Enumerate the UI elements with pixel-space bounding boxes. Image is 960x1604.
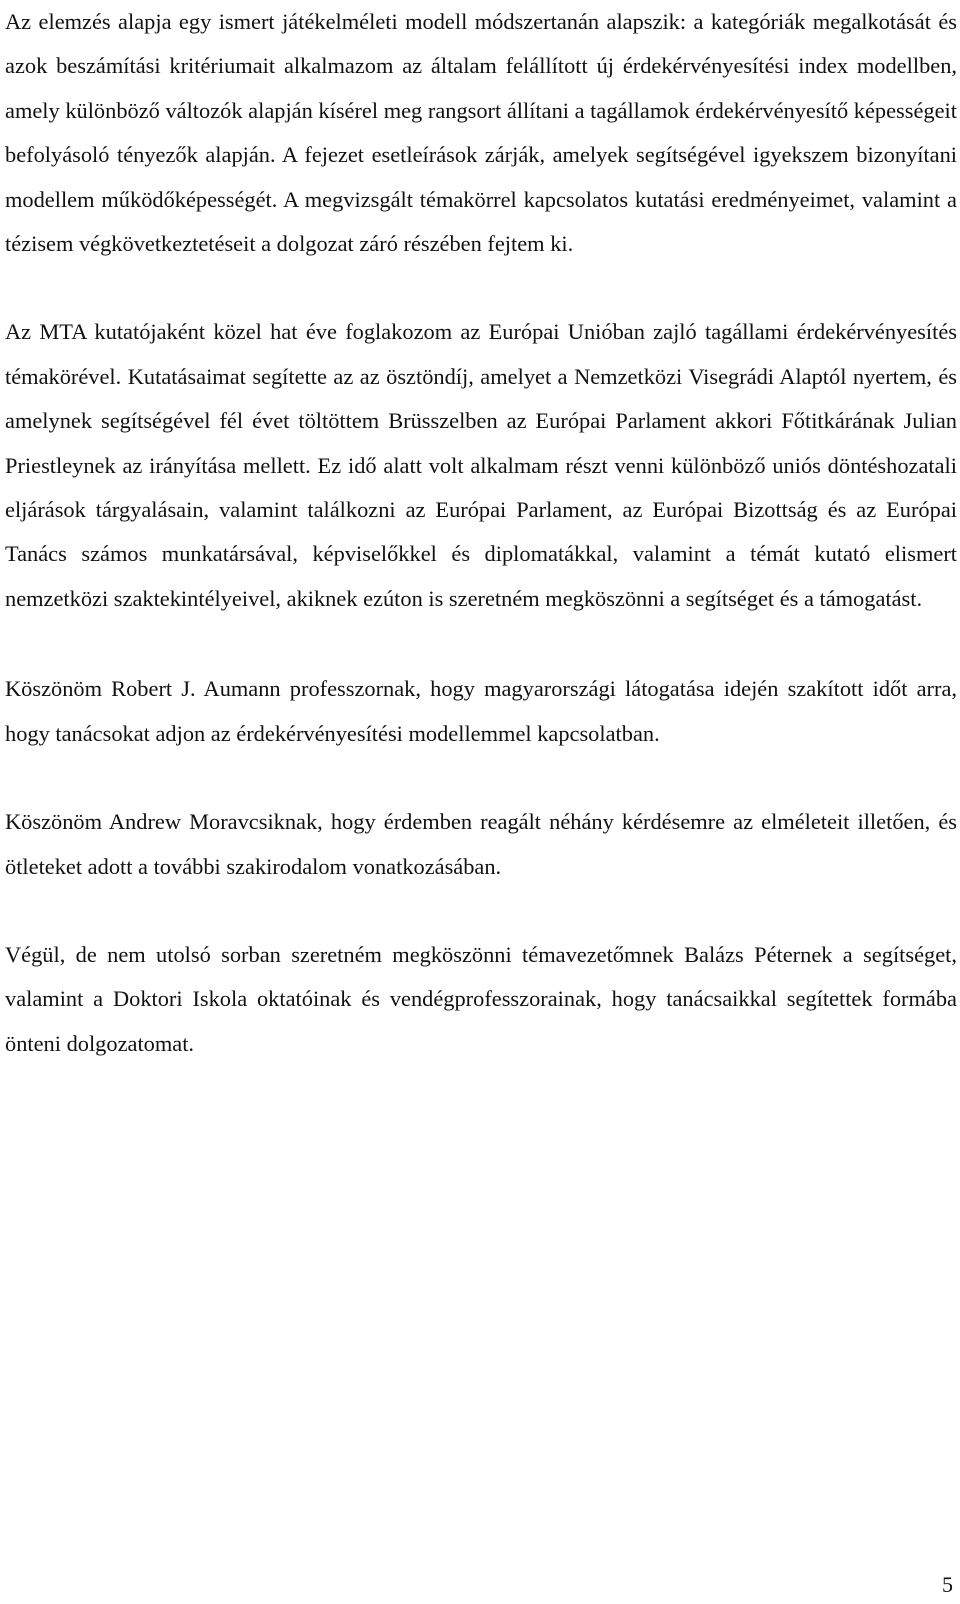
paragraph-research-background: Az MTA kutatójaként közel hat éve foglakozom az Európai Unióban zajló tagállami érdekérvényesítés témakörével. Kutatásaimat segítette az az ösztöndíj, amelyet a Nemzetközi Visegrádi Alaptól nyertem, és amelynek segítségével fél évet töltöttem Brüsszelben az Európai Parlament akkori Főtitkárának Julian Priestleynek az irányítása mellett. Ez idő alatt volt alkalmam részt venni különböző uniós döntéshozatali eljárások tárgyalásain, valamint találkozni az Európai Parlament, az Európai Bizottság és az Európai Tanács számos munkatársával, képviselőkkel és diplomatákkal, valamint a témát kutató elismert nemzetközi szaktekintélyeivel, akiknek ezúton is szeretném megköszönni a segítséget és a támogatást. (5, 319, 957, 611)
paragraph-thanks-supervisor: Végül, de nem utolsó sorban szeretném megköszönni témavezetőmnek Balázs Péternek a segítséget, valamint a Doktori Iskola oktatóinak és vendégprofesszorainak, hogy tanácsaikkal segítettek formába önteni dolgozatomat. (5, 941, 957, 1056)
paragraph-methodology: Az elemzés alapja egy ismert játékelméleti modell módszertanán alapszik: a kategóriák megalkotását és azok beszámítási kritériumait alkalmazom az általam felállított új érdekérvényesítési index modellben, amely különböző változók alapján kísérel meg rangsort állítani a tagállamok érdekérvényesítő képességeit befolyásoló tényezők alapján. A fejezet esetleírások zárják, amelyek segítségével igyekszem bizonyítani modellem működőképességét. A megvizsgált témakörrel kapcsolatos kutatási eredményeimet, valamint a tézisem végkövetkeztetéseit a dolgozat záró részében fejtem ki. (5, 9, 957, 257)
paragraph-thanks-aumann: Köszönöm Robert J. Aumann professzornak, hogy magyarországi látogatása idején szakított időt arra, hogy tanácsokat adjon az érdekérvényesítési modellemmel kapcsolatban. (5, 676, 957, 746)
page-number: 5 (942, 1572, 953, 1597)
paragraph-thanks-moravcsik: Köszönöm Andrew Moravcsiknak, hogy érdemben reagált néhány kérdésemre az elméleteit illetően, és ötleteket adott a további szakirodalom vonatkozásában. (5, 809, 957, 879)
document-body (5, 0, 957, 1066)
